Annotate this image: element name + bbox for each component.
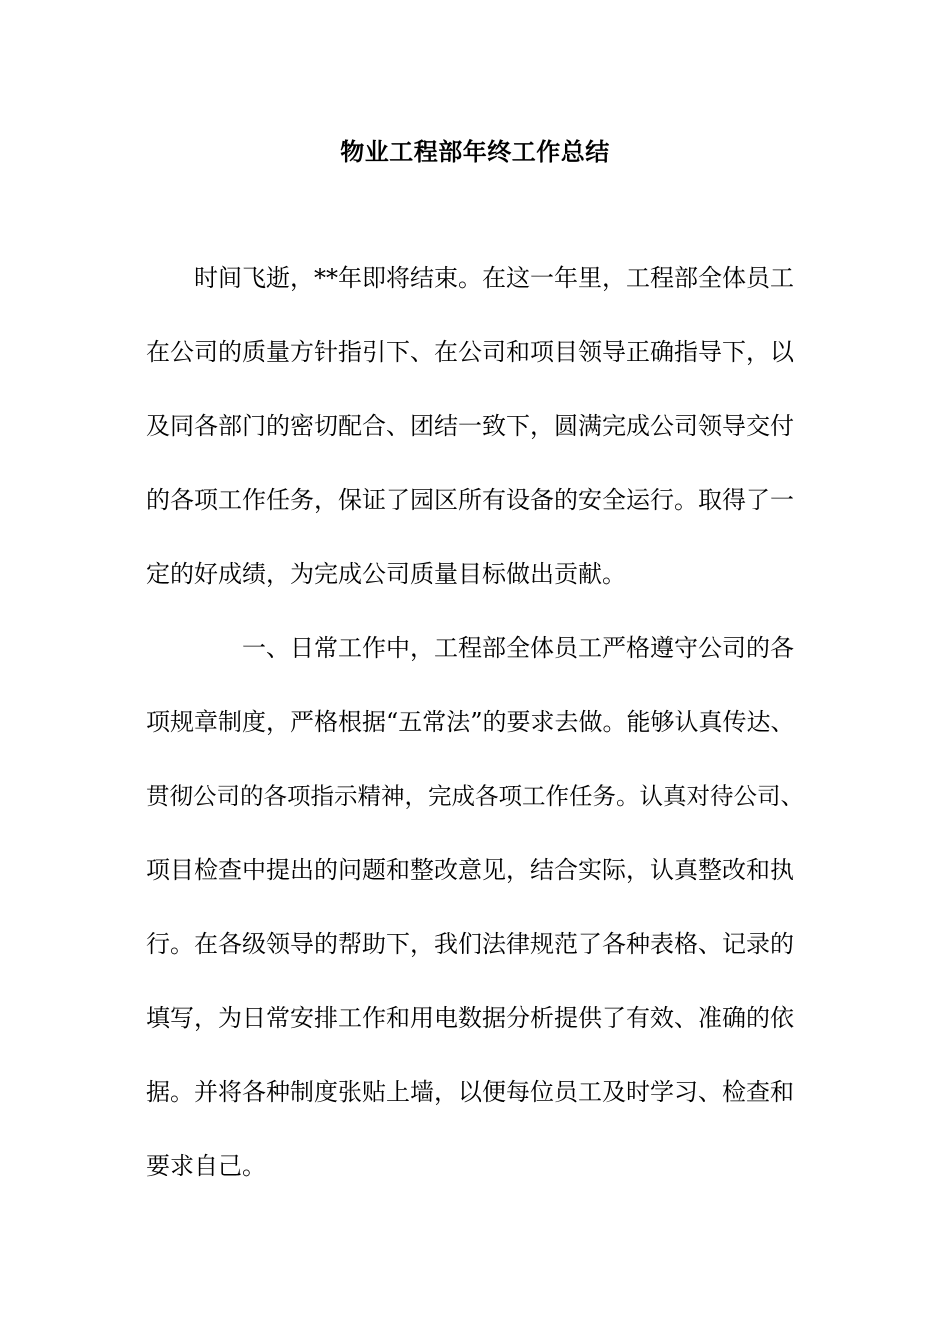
paragraph-2-line-6: 填写，为日常安排工作和用电数据分析提供了有效、准确的依 (146, 1004, 794, 1032)
paragraph-1-line-3: 及同各部门的密切配合、团结一致下，圆满完成公司领导交付 (146, 412, 794, 440)
paragraph-1-line-1: 时间飞逝，**年即将结束。在这一年里，工程部全体员工 (194, 264, 794, 292)
paragraph-1-line-2: 在公司的质量方针指引下、在公司和项目领导正确指导下，以 (146, 338, 794, 366)
paragraph-2-line-5: 行。在各级领导的帮助下，我们法律规范了各种表格、记录的 (146, 930, 794, 958)
document-title: 物业工程部年终工作总结 (340, 137, 610, 166)
paragraph-1-line-4: 的各项工作任务，保证了园区所有设备的安全运行。取得了一 (146, 486, 794, 514)
paragraph-2-line-2: 项规章制度，严格根据“五常法”的要求去做。能够认真传达、 (146, 708, 795, 736)
paragraph-2-line-1: 一、日常工作中，工程部全体员工严格遵守公司的各 (242, 634, 794, 662)
paragraph-2-line-3: 贯彻公司的各项指示精神，完成各项工作任务。认真对待公司、 (146, 782, 804, 810)
paragraph-2-line-7: 据。并将各种制度张贴上墙，以便每位员工及时学习、检查和 (146, 1078, 794, 1106)
paragraph-1-line-5: 定的好成绩，为完成公司质量目标做出贡献。 (146, 560, 626, 588)
paragraph-2-line-8: 要求自己。 (146, 1152, 266, 1180)
paragraph-2-line-4: 项目检查中提出的问题和整改意见，结合实际，认真整改和执 (146, 856, 794, 884)
